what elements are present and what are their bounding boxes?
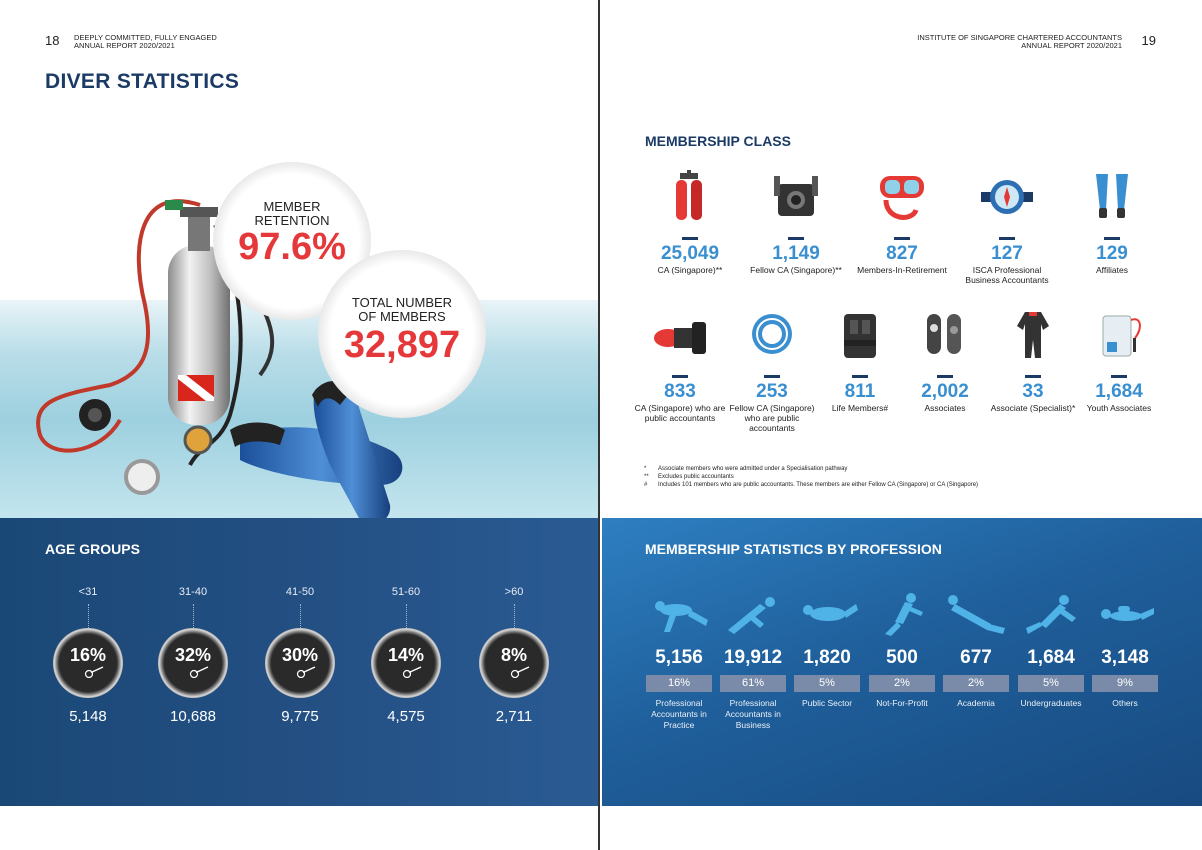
age-gauge bbox=[53, 628, 123, 698]
diver-icon bbox=[794, 592, 860, 636]
page-number: 19 bbox=[1141, 33, 1156, 48]
membership-value: 833 bbox=[664, 381, 696, 402]
footnote-text: Associate members who were admitted under a Specialisation pathway bbox=[658, 466, 848, 472]
footnote-text: Excludes public accountants bbox=[658, 474, 734, 480]
gauge-needle-icon bbox=[295, 666, 317, 678]
age-count: 4,575 bbox=[387, 708, 425, 725]
profession-item bbox=[1090, 592, 1160, 709]
page-title: DIVER STATISTICS bbox=[45, 70, 240, 93]
age-range-label: <31 bbox=[78, 586, 98, 598]
left-page bbox=[0, 0, 600, 850]
profession-item bbox=[941, 592, 1011, 709]
profession-label: Others bbox=[1112, 698, 1138, 708]
gauge-needle-icon bbox=[188, 666, 210, 678]
age-group-item bbox=[260, 586, 340, 725]
item-divider bbox=[852, 375, 868, 378]
buoyancy-vest-icon bbox=[830, 308, 890, 364]
membership-label: Affiliates bbox=[1096, 265, 1128, 275]
profession-percent: 5% bbox=[794, 675, 860, 692]
age-range-label: 41-50 bbox=[285, 586, 315, 598]
item-divider bbox=[1104, 237, 1120, 240]
membership-value: 253 bbox=[756, 381, 788, 402]
membership-label: Associate (Specialist)* bbox=[990, 403, 1076, 413]
age-gauge bbox=[158, 628, 228, 698]
age-percent: 8% bbox=[500, 645, 527, 665]
gauge-label-line: RETENTION bbox=[254, 213, 330, 228]
age-count: 9,775 bbox=[281, 708, 319, 725]
age-count: 5,148 bbox=[69, 708, 107, 725]
gauge-label-line: OF MEMBERS bbox=[358, 309, 446, 324]
membership-label: ISCA Professional Business Accountants bbox=[965, 265, 1049, 285]
profession-value: 1,684 bbox=[1027, 647, 1075, 668]
profession-item bbox=[867, 592, 937, 709]
profession-percent: 2% bbox=[869, 675, 935, 692]
age-gauge bbox=[479, 628, 549, 698]
underwater-scooter-icon bbox=[650, 308, 710, 364]
age-group-item bbox=[474, 586, 554, 725]
item-divider bbox=[788, 237, 804, 240]
diver-icon bbox=[646, 592, 712, 636]
gauge-label-line: MEMBER bbox=[263, 199, 321, 214]
retention-label bbox=[213, 200, 371, 228]
gauge-label-line: TOTAL NUMBER bbox=[351, 295, 453, 310]
age-connector bbox=[514, 604, 515, 628]
diver-icon bbox=[1092, 592, 1158, 636]
age-connector bbox=[88, 604, 89, 628]
total-members-label bbox=[318, 296, 486, 324]
age-range-label: >60 bbox=[504, 586, 524, 598]
item-divider bbox=[764, 375, 780, 378]
diver-icon bbox=[720, 592, 786, 636]
profession-item bbox=[718, 592, 788, 731]
footnote bbox=[644, 465, 978, 473]
membership-item bbox=[854, 170, 950, 275]
membership-value: 811 bbox=[844, 381, 876, 402]
age-count: 10,688 bbox=[170, 708, 216, 725]
profession-percent: 61% bbox=[720, 675, 786, 692]
membership-value: 1,149 bbox=[772, 243, 820, 264]
membership-value: 1,684 bbox=[1095, 381, 1143, 402]
membership-value: 2,002 bbox=[921, 381, 969, 402]
profession-percent: 5% bbox=[1018, 675, 1084, 692]
membership-value: 33 bbox=[1022, 381, 1044, 402]
header-line: ANNUAL REPORT 2020/2021 bbox=[1021, 41, 1122, 50]
membership-label: Life Members# bbox=[831, 403, 889, 413]
diver-icon bbox=[943, 592, 1009, 636]
diver-icon bbox=[869, 592, 935, 636]
membership-label: CA (Singapore) who are public accountants bbox=[634, 403, 726, 423]
membership-value: 25,049 bbox=[660, 243, 720, 264]
age-connector bbox=[300, 604, 301, 628]
dive-mask-snorkel-icon bbox=[872, 170, 932, 226]
membership-item bbox=[1064, 170, 1160, 275]
item-divider bbox=[894, 237, 910, 240]
right-page bbox=[602, 0, 1202, 850]
footnotes bbox=[644, 465, 978, 489]
membership-label: Youth Associates bbox=[1086, 403, 1152, 413]
membership-label: Fellow CA (Singapore)** bbox=[750, 265, 842, 275]
membership-item bbox=[1071, 308, 1167, 413]
profession-label: Academia bbox=[957, 698, 995, 708]
item-divider bbox=[1111, 375, 1127, 378]
item-divider bbox=[999, 237, 1015, 240]
profession-item bbox=[644, 592, 714, 731]
item-divider bbox=[1025, 375, 1041, 378]
age-range-label: 51-60 bbox=[391, 586, 421, 598]
age-count: 2,711 bbox=[495, 708, 533, 725]
membership-value: 827 bbox=[886, 243, 918, 264]
age-gauge bbox=[265, 628, 335, 698]
life-ring-icon bbox=[742, 308, 802, 364]
profession-percent: 9% bbox=[1092, 675, 1158, 692]
membership-value: 129 bbox=[1096, 243, 1128, 264]
scuba-tanks-icon bbox=[660, 170, 720, 226]
profession-label: Undergraduates bbox=[1020, 698, 1082, 708]
item-divider bbox=[672, 375, 688, 378]
profession-value: 3,148 bbox=[1101, 647, 1149, 668]
total-members-value: 32,897 bbox=[343, 324, 461, 366]
age-percent: 14% bbox=[387, 645, 425, 665]
header-line: DEEPLY COMMITTED, FULLY ENGAGED bbox=[74, 33, 217, 42]
profession-title: MEMBERSHIP STATISTICS BY PROFESSION bbox=[645, 541, 942, 557]
profession-label: Professional Accountants in Business bbox=[725, 698, 781, 730]
membership-label: Associates bbox=[924, 403, 966, 413]
gauge-needle-icon bbox=[401, 666, 423, 678]
age-group-item bbox=[366, 586, 446, 725]
age-connector bbox=[193, 604, 194, 628]
footnote bbox=[644, 481, 978, 489]
age-group-item bbox=[48, 586, 128, 725]
age-percent: 30% bbox=[281, 645, 319, 665]
footnote bbox=[644, 473, 978, 481]
age-range-label: 31-40 bbox=[178, 586, 208, 598]
profession-value: 677 bbox=[960, 647, 992, 668]
footnote-mark: ** bbox=[644, 474, 649, 480]
membership-item bbox=[897, 308, 993, 413]
age-percent: 32% bbox=[174, 645, 212, 665]
membership-item bbox=[724, 308, 820, 433]
dive-slate-icon bbox=[1089, 308, 1149, 364]
profession-value: 500 bbox=[886, 647, 918, 668]
profession-label: Professional Accountants in Practice bbox=[651, 698, 707, 730]
wetsuit-icon bbox=[1003, 308, 1063, 364]
membership-value: 127 bbox=[991, 243, 1023, 264]
membership-item bbox=[812, 308, 908, 413]
membership-class-title: MEMBERSHIP CLASS bbox=[645, 133, 791, 149]
gauge-needle-icon bbox=[83, 666, 105, 678]
footnote-mark: # bbox=[644, 482, 648, 488]
membership-label: CA (Singapore)** bbox=[657, 265, 723, 275]
profession-item bbox=[792, 592, 862, 709]
item-divider bbox=[937, 375, 953, 378]
age-gauge bbox=[371, 628, 441, 698]
age-groups-title: AGE GROUPS bbox=[45, 541, 140, 557]
header-line: INSTITUTE OF SINGAPORE CHARTERED ACCOUNTANTS bbox=[917, 33, 1122, 42]
retention-value: 97.6% bbox=[238, 226, 346, 268]
diver-icon bbox=[1018, 592, 1084, 636]
profession-item bbox=[1016, 592, 1086, 709]
profession-label: Public Sector bbox=[801, 698, 853, 708]
header-line: ANNUAL REPORT 2020/2021 bbox=[74, 41, 175, 50]
page-number: 18 bbox=[45, 33, 60, 48]
age-percent: 16% bbox=[69, 645, 107, 665]
profession-value: 1,820 bbox=[803, 647, 851, 668]
membership-label: Fellow CA (Singapore) who are public accountants bbox=[729, 403, 815, 433]
dive-computer-icon bbox=[915, 308, 975, 364]
profession-value: 19,912 bbox=[723, 647, 783, 668]
gauge-needle-icon bbox=[509, 666, 531, 678]
running-header bbox=[917, 34, 1122, 50]
membership-label: Members-In-Retirement bbox=[857, 265, 947, 275]
footnote-text: Includes 101 members who are public accountants. These members are either Fellow CA (Singapore) or CA (Singapore) bbox=[658, 482, 979, 488]
profession-value: 5,156 bbox=[655, 647, 703, 668]
total-members-gauge bbox=[318, 250, 486, 418]
age-group-item bbox=[153, 586, 233, 725]
item-divider bbox=[682, 237, 698, 240]
membership-item bbox=[642, 170, 738, 275]
membership-item bbox=[632, 308, 728, 423]
footnote-mark: * bbox=[644, 466, 647, 472]
membership-item bbox=[959, 170, 1055, 285]
age-connector bbox=[406, 604, 407, 628]
fins-icon bbox=[1082, 170, 1142, 226]
running-header bbox=[74, 34, 217, 50]
dive-compass-icon bbox=[977, 170, 1037, 226]
profession-percent: 2% bbox=[943, 675, 1009, 692]
profession-label: Not-For-Profit bbox=[876, 698, 928, 708]
underwater-camera-icon bbox=[766, 170, 826, 226]
membership-item bbox=[748, 170, 844, 275]
profession-percent: 16% bbox=[646, 675, 712, 692]
membership-item bbox=[985, 308, 1081, 413]
